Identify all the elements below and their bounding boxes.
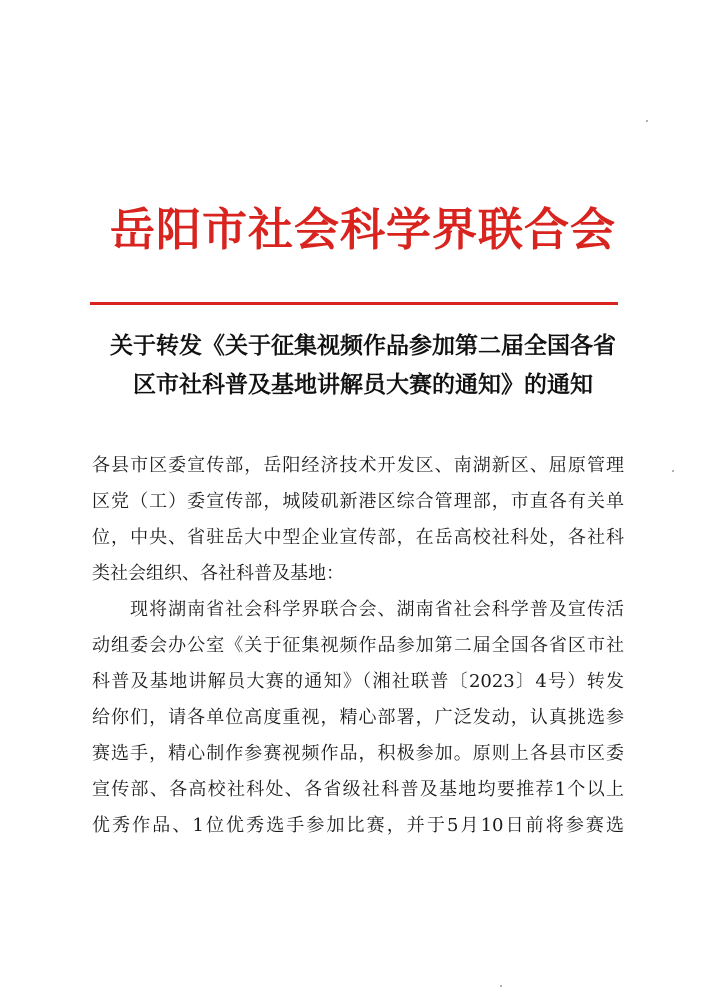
document-title [60, 326, 666, 404]
salutation-line: 各县市区委宣传部，岳阳经济技术开发区、南湖新区、屈原管理 [92, 455, 624, 476]
paragraph-line: 科普及基地讲解员大赛的通知》（湘社联普〔2023〕4号）转发 [92, 671, 624, 692]
salutation-line: 区党（工）委宣传部，城陵矶新港区综合管理部，市直各有关单 [92, 491, 624, 512]
document-title-line-1: 关于转发《关于征集视频作品参加第二届全国各省 [110, 332, 616, 359]
paragraph-line: 优秀作品、1位优秀选手参加比赛，并于5月10日前将参赛选 [92, 815, 624, 836]
paragraph-line: 宣传部、各高校社科处、各省级社科普及基地均要推荐1个以上 [92, 779, 624, 800]
scan-speck [672, 470, 674, 472]
organization-letterhead: 岳阳市社会科学界联合会 [109, 203, 616, 256]
scan-speck [646, 120, 648, 122]
paragraph-line: 赛选手，精心制作参赛视频作品，积极参加。原则上各县市区委 [92, 743, 624, 764]
paragraph-line: 动组委会办公室《关于征集视频作品参加第二届全国各省区市社 [92, 635, 624, 656]
salutation-line: 类社会组织、各社科普及基地： [92, 563, 344, 584]
document-title-line-2: 区市社科普及基地讲解员大赛的通知》的通知 [133, 371, 593, 398]
paragraph-line: 现将湖南省社会科学界联合会、湖南省社会科学普及宣传活 [130, 599, 624, 620]
paragraph-line: 给你们，请各单位高度重视，精心部署，广泛发动，认真挑选参 [92, 707, 624, 728]
salutation-line: 位，中央、省驻岳大中型企业宣传部，在岳高校社科处，各社科 [92, 527, 624, 548]
scan-speck [500, 985, 502, 987]
letterhead-red-rule [90, 302, 618, 305]
document-body [92, 448, 624, 844]
